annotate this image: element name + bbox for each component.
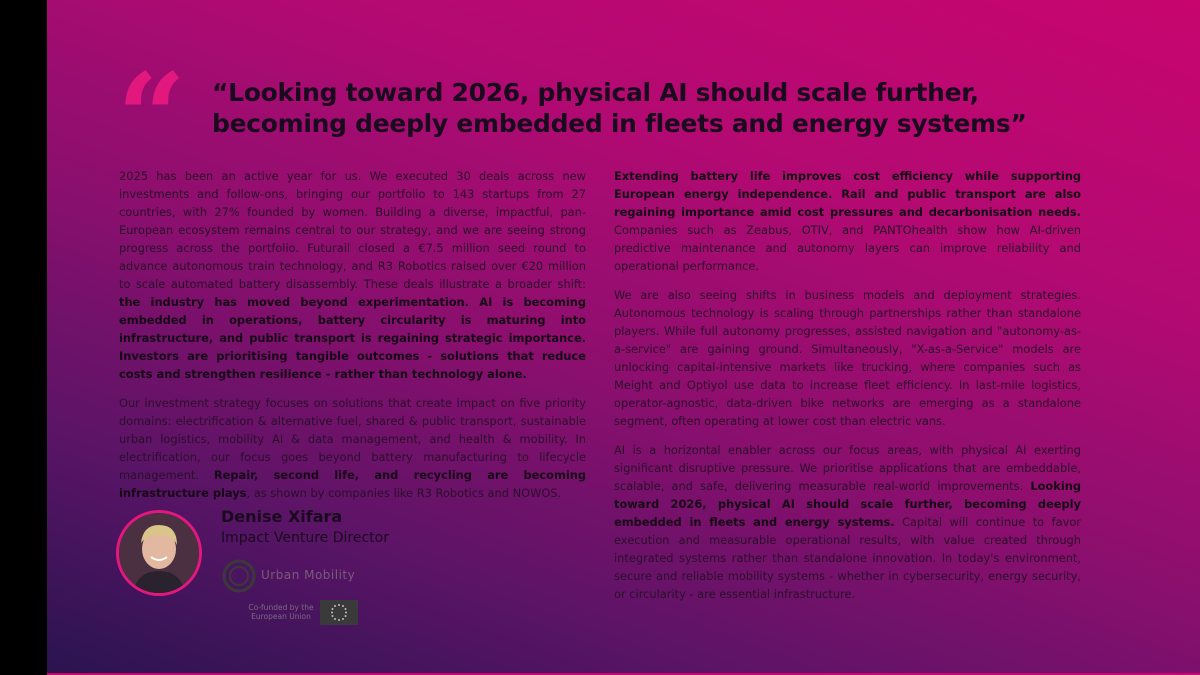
right-column: [614, 167, 1081, 614]
right-p3-text: AI is a horizontal enabler across our focus areas, with physical AI exerting significant disruptive pressure. We prioritise applications that are embeddable, scalable, and safe, delivering measurable real-world improvements.: [614, 443, 1081, 493]
left-p2-text: Our investment strategy focuses on solutions that create impact on five priority domains: electrification & alternative fuel, shared & public transport, sustainable urban logistics, mobility AI & data management, and health & mobility. In electrification, our focus goes beyond battery manufacturing to lifecycle management.: [119, 396, 586, 482]
right-paragraph-3: [614, 441, 1081, 603]
eu-flag-icon: [320, 600, 358, 625]
left-paragraph-1: [119, 167, 586, 383]
left-p1-text: 2025 has been an active year for us. We executed 30 deals across new investments and follow-ons, bringing our portfolio to 143 startups from 27 countries, with 27% founded by women. Building a diverse, impactful, pan-European ecosystem remains central to our strategy, and we are seeing strong progress across the portfolio. Futurail closed a €7.5 million seed round to advance autonomous train technology, and R3 Robotics raised over €20 million to scale automated battery disassembly. These deals illustrate a broader shift:: [119, 169, 586, 291]
quote-mark-icon: “: [117, 47, 187, 188]
right-p1-text: Companies such as Zeabus, OTIV, and PANTOhealth show how AI-driven predictive maintenance and autonomy layers can improve reliability and operational performance.: [614, 223, 1081, 273]
left-p2-bold: Repair, second life, and recycling are becoming infrastructure plays: [119, 468, 587, 500]
eu-cofunded-text: Co-funded by the European Union: [248, 603, 314, 621]
avatar: [116, 510, 202, 596]
headline-quote: “Looking toward 2026, physical AI should scale further, becoming deeply embedded in fleets and energy systems”: [212, 78, 1027, 138]
left-column: [119, 167, 586, 513]
left-p1-bold: the industry has moved beyond experimentation. AI is becoming embedded in operations, battery circularity is maturing into infrastructure, and public transport is regaining strategic importance. Investors are prioritising tangible outcomes - solutions that reduce costs and strengthen resilience - rather than technology alone.: [119, 295, 586, 381]
right-p1-bold: Extending battery life improves cost efficiency while supporting European energy independence. Rail and public transport are also regaining importance amid cost pressures and decarbonisation needs.: [614, 169, 1081, 219]
avatar-portrait-icon: [119, 513, 199, 593]
logo-text: Urban Mobility: [261, 568, 356, 582]
right-paragraph-2: We are also seeing shifts in business models and deployment strategies. Autonomous technology is scaling through partnerships rather than standalone players. While full autonomy progresses, assisted navigation and "autonomy-as-a-service" are gaining ground. Simultaneously, "X-as-a-Service" models are unlocking capital-intensive markets like trucking, where companies such as Meight and Optiyol use data to increase fleet efficiency. In last-mile logistics, operator-agnostic, data-driven bike networks are emerging as a standalone segment, often operating at lower cost than electric vans.: [614, 288, 1081, 428]
left-p2-tail: , as shown by companies like R3 Robotics and NOWOS.: [246, 486, 562, 500]
urban-mobility-logo: [221, 558, 371, 594]
right-p3-tail: Capital will continue to favor execution and measurable operational results, with value created through integrated systems rather than standalone innovation. In today's environment, secure and reliable mobility systems - whether in cybersecurity, energy security, or circularity - are essential infrastructure.: [614, 515, 1081, 601]
person-role: Impact Venture Director: [221, 530, 389, 546]
left-paragraph-2: [119, 394, 586, 502]
left-black-bar: [0, 0, 47, 675]
right-paragraph-1: [614, 167, 1081, 275]
right-p3-bold: Looking toward 2026, physical AI should scale further, becoming deeply embedded in fleets and energy systems.: [614, 479, 1081, 529]
person-name: Denise Xifara: [221, 507, 343, 526]
